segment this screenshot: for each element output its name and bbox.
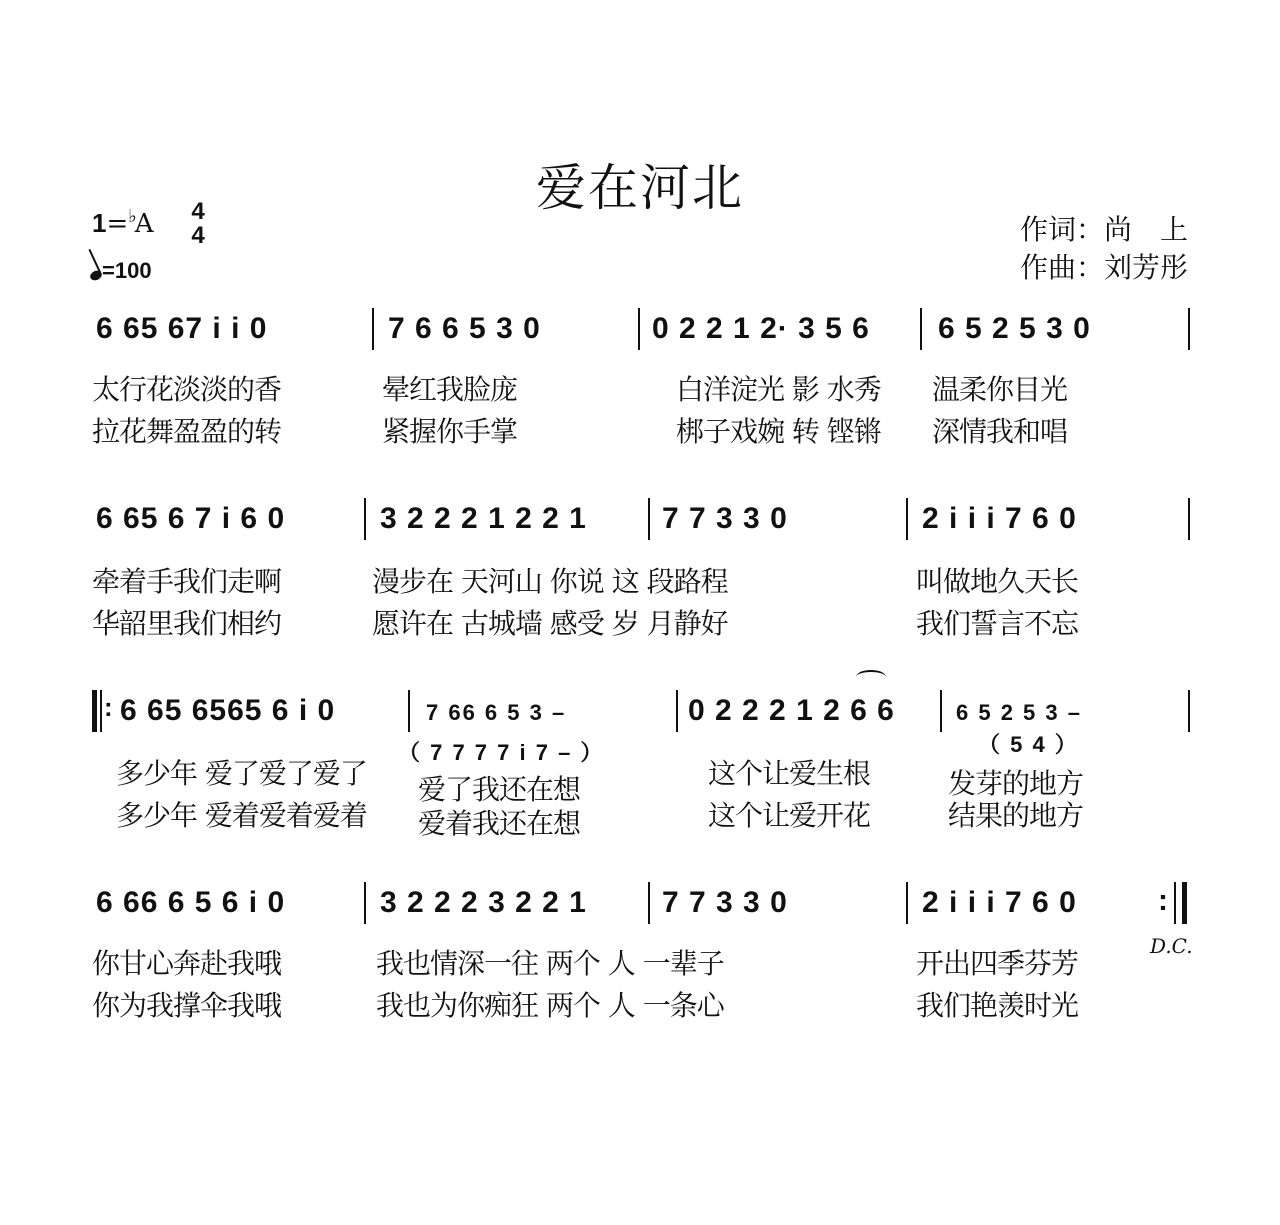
line3-measure2: 7 66 6 5 3 – (426, 700, 567, 725)
repeat-start-barline-thin (100, 690, 102, 732)
line1-measure2: 7 6 6 5 3 0 (388, 312, 541, 345)
line2-measure2: 3 2 2 2 1 2 2 1 (380, 502, 587, 535)
line1-measure3: 0 2 2 1 2· 3 5 6 (652, 312, 870, 345)
line3-measure4: 6 5 2 5 3 – (956, 700, 1082, 725)
barline (408, 690, 410, 732)
barline (364, 882, 366, 924)
line4-v2-m2: 我也为你痴狂 两个 人 一条心 (376, 989, 724, 1022)
repeat-end-barline-thin (1174, 882, 1176, 924)
barline (676, 690, 678, 732)
line4-v1-m4: 开出四季芬芳 (916, 947, 1079, 980)
line4-measure2: 3 2 2 2 3 2 2 1 (380, 886, 587, 919)
composer-credit: 作曲：刘芳彤 (1019, 251, 1188, 284)
line4-v1-m2: 我也情深一往 两个 人 一辈子 (376, 947, 724, 980)
line2-v2-m1: 华韶里我们相约 (92, 607, 282, 640)
line4-v2-m1: 你为我撑伞我哦 (92, 989, 282, 1022)
barline (648, 498, 650, 540)
barline (1188, 308, 1190, 350)
line1-v1-m4: 温柔你目光 (932, 373, 1068, 406)
barline (940, 690, 942, 732)
da-capo-marking: D.C. (1150, 934, 1193, 958)
key-do: 1 (92, 208, 107, 238)
line3-v1-m2: 爱了我还在想 (418, 773, 581, 806)
line4-measure1: 6 66 6 5 6 i 0 (96, 886, 286, 919)
line1-v2-m3: 梆子戏婉 转 铿锵 (676, 415, 881, 448)
tie-slur (856, 670, 886, 684)
line2-v2-m4: 我们誓言不忘 (916, 607, 1079, 640)
line3-v1-m1: 多少年 爱了爱了爱了 (116, 757, 367, 790)
song-title: 爱在河北 (536, 159, 744, 217)
line3-measure1: 6 65 6565 6 i 0 (120, 694, 336, 727)
flat-icon: ♭ (128, 206, 137, 227)
key-eq: = (106, 209, 129, 239)
tempo-marking (90, 258, 152, 284)
line2-measure3: 7 7 3 3 0 (662, 502, 788, 535)
line3-v2-m3: 这个让爱开花 (708, 799, 871, 832)
line1-measure4: 6 5 2 5 3 0 (938, 312, 1091, 345)
line2-v2-m2: 愿许在 古城墙 感受 岁 月静好 (372, 607, 728, 640)
repeat-dots: : (104, 692, 114, 722)
line1-v2-m4: 深情我和唱 (932, 415, 1068, 448)
line3-v1-m3: 这个让爱生根 (708, 757, 871, 790)
barline (906, 498, 908, 540)
barline (648, 882, 650, 924)
line3-v2-m1: 多少年 爱着爱着爱着 (116, 799, 367, 832)
line2-measure1: 6 65 6 7 i 6 0 (96, 502, 286, 535)
line4-measure3: 7 7 3 3 0 (662, 886, 788, 919)
line3-alt-melody-2: （ 5 4 ） (978, 732, 1079, 757)
line3-v2-m2: 爱着我还在想 (418, 807, 581, 840)
line3-v1-m4: 发芽的地方 (948, 767, 1084, 800)
time-signature (188, 200, 208, 248)
line4-v1-m1: 你甘心奔赴我哦 (92, 947, 282, 980)
line4-measure4: 2 i i i 7 6 0 (922, 886, 1077, 919)
line1-v1-m3: 白洋淀光 影 水秀 (676, 373, 881, 406)
key-note: A (134, 209, 154, 239)
line1-measure1: 6 65 67 i i 0 (96, 312, 268, 345)
repeat-end-dots: : (1158, 884, 1169, 917)
repeat-start-barline (92, 690, 97, 732)
repeat-end-barline (1182, 882, 1187, 924)
barline (364, 498, 366, 540)
line3-measure3: 0 2 2 2 1 2 6 6 (688, 694, 895, 727)
line3-v2-m4: 结果的地方 (948, 799, 1084, 832)
line2-v1-m2: 漫步在 天河山 你说 这 段路程 (372, 565, 728, 598)
barline (1188, 690, 1190, 732)
barline (906, 882, 908, 924)
line2-measure4: 2 i i i 7 6 0 (922, 502, 1077, 535)
barline (920, 308, 922, 350)
line3-alt-melody-1: （ 7 7 7 7 i 7 – ） (398, 740, 605, 765)
barline (1188, 498, 1190, 540)
time-top: 4 (191, 198, 205, 225)
line1-v1-m2: 晕红我脸庞 (382, 373, 518, 406)
line2-v1-m4: 叫做地久天长 (916, 565, 1079, 598)
time-bottom: 4 (191, 222, 205, 249)
line4-v2-m4: 我们艳羡时光 (916, 989, 1079, 1022)
line1-v2-m1: 拉花舞盈盈的转 (92, 415, 282, 448)
line2-v1-m1: 牵着手我们走啊 (92, 565, 282, 598)
line1-v2-m2: 紧握你手掌 (382, 415, 518, 448)
barline (372, 308, 374, 350)
lyricist-credit: 作词：尚 上 (1019, 213, 1188, 246)
barline (638, 308, 640, 350)
line1-v1-m1: 太行花淡淡的香 (92, 373, 282, 406)
key-signature (92, 206, 154, 239)
tempo-value: =100 (102, 258, 152, 283)
